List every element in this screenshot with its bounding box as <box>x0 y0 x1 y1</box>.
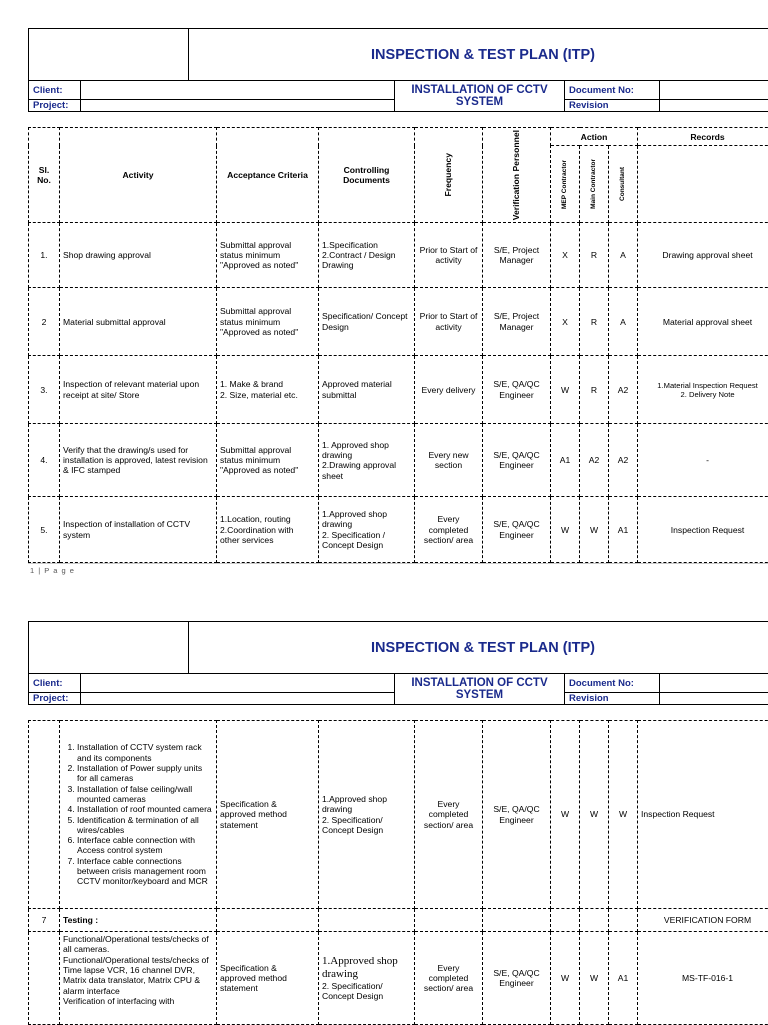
document-no-value <box>660 81 768 100</box>
row-consultant: A2 <box>609 356 638 424</box>
document-no-label: Document No: <box>565 674 660 693</box>
row-frequency: Every completed section/ area <box>415 497 483 563</box>
revision-label: Revision <box>565 693 660 705</box>
row-criteria: Specification & approved method statement <box>217 721 319 909</box>
installation-steps-list <box>63 742 213 886</box>
row-activity: Testing : <box>60 909 217 932</box>
revision-label: Revision <box>565 100 660 112</box>
row-main: R <box>580 356 609 424</box>
list-item: 1. Installation of CCTV system rack and its components <box>77 742 213 763</box>
row-records: Inspection Request <box>638 497 768 563</box>
row-records: 1.Material Inspection Request 2. Delivery Note <box>638 356 768 424</box>
row-frequency: Every new section <box>415 424 483 497</box>
revision-value <box>660 693 768 705</box>
client-label: Client: <box>29 674 81 693</box>
row-frequency: Prior to Start of activity <box>415 288 483 356</box>
project-label: Project: <box>29 100 81 112</box>
page-footer-divider <box>28 563 768 564</box>
table-row <box>29 909 768 932</box>
row-verification: S/E, Project Manager <box>483 288 551 356</box>
row-controlling: Approved material submittal <box>319 356 415 424</box>
col-consultant: Consultant <box>609 146 638 223</box>
row-verification: S/E, QA/QC Engineer <box>483 932 551 1025</box>
row-criteria: Specification & approved method statement <box>217 932 319 1025</box>
row-consultant: A <box>609 223 638 288</box>
row-activity: Material submittal approval <box>60 288 217 356</box>
row-activity: Functional/Operational tests/checks of all cameras. Functional/Operational tests/checks of Time lapse VCR, 16 channel DVR, Matrix data translator, Matrix CPU & alarm interface Verification of interfacing with <box>60 932 217 1025</box>
row-frequency: Prior to Start of activity <box>415 223 483 288</box>
row-mep: W <box>551 932 580 1025</box>
col-activity: Activity <box>60 128 217 223</box>
row-no: 4. <box>29 424 60 497</box>
table-row <box>29 497 768 563</box>
row-activity <box>60 721 217 909</box>
list-item: 4. Installation of roof mounted camera <box>77 804 213 814</box>
project-value <box>81 100 395 112</box>
table-row <box>29 721 768 909</box>
table-row <box>29 288 768 356</box>
row-main: W <box>580 497 609 563</box>
row-records: Inspection Request <box>638 721 768 909</box>
row-main <box>580 909 609 932</box>
table-row <box>29 424 768 497</box>
row-verification: S/E, QA/QC Engineer <box>483 424 551 497</box>
controlling-item-1: 1.Approved shop drawing <box>322 955 398 980</box>
row-activity: Shop drawing approval <box>60 223 217 288</box>
row-main: R <box>580 288 609 356</box>
row-records: - <box>638 424 768 497</box>
row-no <box>29 721 60 909</box>
page-number: 1 | P a g e <box>30 566 75 575</box>
document-no-label: Document No: <box>565 81 660 100</box>
row-verification: S/E, QA/QC Engineer <box>483 356 551 424</box>
logo-box <box>29 29 189 81</box>
row-activity: Inspection of relevant material upon receipt at site/ Store <box>60 356 217 424</box>
row-no: 3. <box>29 356 60 424</box>
row-no: 5. <box>29 497 60 563</box>
controlling-item-2: 2. Specification/ Concept Design <box>322 981 383 1001</box>
col-records: Records <box>638 128 768 146</box>
row-verification <box>483 909 551 932</box>
subtitle: INSTALLATION OF CCTV SYSTEM <box>395 81 565 112</box>
client-value <box>81 81 395 100</box>
col-verification-personnel: Verification Personnel <box>483 128 551 223</box>
col-mep-contractor: MEP Contractor <box>551 146 580 223</box>
row-frequency: Every delivery <box>415 356 483 424</box>
project-label: Project: <box>29 693 81 705</box>
table-row <box>29 223 768 288</box>
row-no <box>29 932 60 1025</box>
list-item: 7. Interface cable connections between crisis management room CCTV monitor/keyboard and MCR <box>77 856 213 887</box>
row-mep: W <box>551 721 580 909</box>
row-consultant: A <box>609 288 638 356</box>
row-no: 2 <box>29 288 60 356</box>
row-consultant <box>609 909 638 932</box>
list-item: 2. Installation of Power supply units for all cameras <box>77 763 213 784</box>
itp-table-page2 <box>28 720 768 1025</box>
document-no-value <box>660 674 768 693</box>
row-mep: X <box>551 223 580 288</box>
row-activity: Inspection of installation of CCTV system <box>60 497 217 563</box>
client-value <box>81 674 395 693</box>
table-row <box>29 932 768 1025</box>
row-consultant: A1 <box>609 497 638 563</box>
row-verification: S/E, QA/QC Engineer <box>483 721 551 909</box>
page-title: INSPECTION & TEST PLAN (ITP) <box>189 622 768 674</box>
row-controlling <box>319 932 415 1025</box>
row-controlling <box>319 909 415 932</box>
row-mep: A1 <box>551 424 580 497</box>
list-item: 5. Identification & termination of all wires/cables <box>77 815 213 836</box>
row-mep: W <box>551 497 580 563</box>
row-records: VERIFICATION FORM <box>638 909 768 932</box>
row-controlling: 1.Approved shop drawing 2. Specification/ Concept Design <box>319 721 415 909</box>
client-label: Client: <box>29 81 81 100</box>
row-no: 7 <box>29 909 60 932</box>
col-acceptance-criteria: Acceptance Criteria <box>217 128 319 223</box>
row-mep <box>551 909 580 932</box>
revision-value <box>660 100 768 112</box>
row-main: A2 <box>580 424 609 497</box>
page-title: INSPECTION & TEST PLAN (ITP) <box>189 29 768 81</box>
row-verification: S/E, QA/QC Engineer <box>483 497 551 563</box>
row-mep: W <box>551 356 580 424</box>
row-records: MS-TF-016-1 <box>638 932 768 1025</box>
row-records: Drawing approval sheet <box>638 223 768 288</box>
itp-table-page1 <box>28 127 768 563</box>
row-controlling: 1.Approved shop drawing 2. Specification / Concept Design <box>319 497 415 563</box>
page1-header <box>28 28 768 112</box>
col-controlling-documents: Controlling Documents <box>319 128 415 223</box>
list-item: 3. Installation of false ceiling/wall mounted cameras <box>77 784 213 805</box>
row-main: W <box>580 932 609 1025</box>
row-criteria: Submittal approval status minimum "Approved as noted" <box>217 223 319 288</box>
project-value <box>81 693 395 705</box>
page2-header <box>28 621 768 705</box>
logo-box <box>29 622 189 674</box>
row-criteria: 1.Location, routing 2.Coordination with other services <box>217 497 319 563</box>
col-sl-no: Sl. No. <box>29 128 60 223</box>
row-criteria: Submittal approval status minimum "Approved as noted" <box>217 424 319 497</box>
col-main-contractor: Main Contractor <box>580 146 609 223</box>
row-consultant: A1 <box>609 932 638 1025</box>
row-frequency: Every completed section/ area <box>415 721 483 909</box>
row-records: Material approval sheet <box>638 288 768 356</box>
row-criteria: Submittal approval status minimum "Approved as noted" <box>217 288 319 356</box>
row-criteria <box>217 909 319 932</box>
row-no: 1. <box>29 223 60 288</box>
row-controlling: 1. Approved shop drawing 2.Drawing approval sheet <box>319 424 415 497</box>
row-verification: S/E, Project Manager <box>483 223 551 288</box>
row-mep: X <box>551 288 580 356</box>
row-controlling: Specification/ Concept Design <box>319 288 415 356</box>
row-criteria: 1. Make & brand 2. Size, material etc. <box>217 356 319 424</box>
records-subheader <box>638 146 768 223</box>
row-consultant: W <box>609 721 638 909</box>
row-frequency <box>415 909 483 932</box>
row-main: R <box>580 223 609 288</box>
list-item: 6. Interface cable connection with Access control system <box>77 835 213 856</box>
row-controlling: 1.Specification 2.Contract / Design Drawing <box>319 223 415 288</box>
row-activity: Verify that the drawing/s used for installation is approved, latest revision & IFC stamped <box>60 424 217 497</box>
col-frequency: Frequency <box>415 128 483 223</box>
table-row <box>29 356 768 424</box>
row-frequency: Every completed section/ area <box>415 932 483 1025</box>
row-consultant: A2 <box>609 424 638 497</box>
row-main: W <box>580 721 609 909</box>
subtitle: INSTALLATION OF CCTV SYSTEM <box>395 674 565 705</box>
col-action: Action <box>551 128 638 146</box>
